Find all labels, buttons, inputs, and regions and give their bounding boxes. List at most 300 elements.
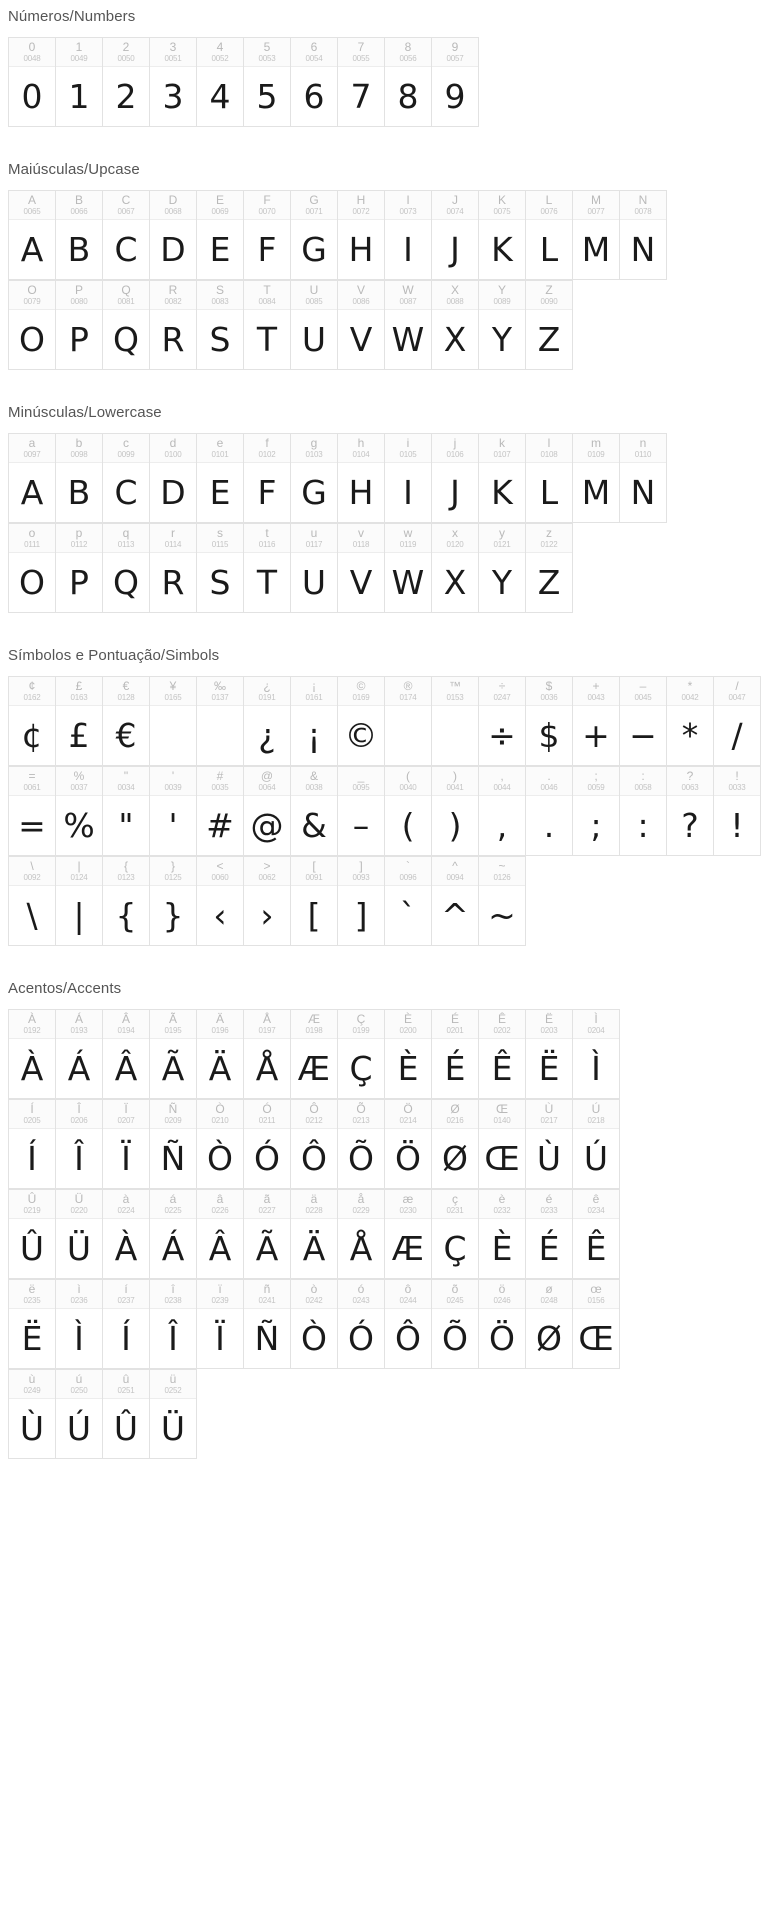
glyph-cell[interactable] (573, 433, 620, 523)
glyph-char-label: Ö (403, 1101, 413, 1116)
glyph-cell-header (9, 524, 55, 553)
glyph-cell[interactable] (9, 1189, 56, 1279)
glyph-code-label: 0094 (446, 872, 464, 882)
glyph-cell[interactable] (244, 523, 291, 613)
glyph-cell[interactable] (385, 1189, 432, 1279)
glyph-cell[interactable] (432, 190, 479, 280)
glyph-cell[interactable] (526, 190, 573, 280)
glyph-cell[interactable] (244, 1009, 291, 1099)
glyph-cell[interactable] (56, 856, 103, 946)
glyph-char-label: Ä (215, 1011, 224, 1026)
glyph-char-label: 1 (75, 39, 83, 54)
glyph-cell-header (9, 281, 55, 310)
glyph-cell[interactable] (150, 856, 197, 946)
glyph-row (8, 676, 761, 766)
glyph-cell-header (620, 677, 666, 706)
glyph-cell-header (197, 677, 243, 706)
glyph-cell-header (432, 857, 478, 886)
glyph-cell[interactable] (56, 1369, 103, 1459)
glyph-cell[interactable] (244, 1279, 291, 1369)
glyph-cell[interactable] (385, 190, 432, 280)
glyph-preview: 7 (350, 77, 372, 116)
glyph-preview: Ó (348, 1319, 374, 1358)
glyph-preview (385, 706, 431, 765)
glyph-cell[interactable] (338, 1279, 385, 1369)
glyph-cell[interactable] (432, 1099, 479, 1189)
glyph-cell[interactable] (432, 676, 479, 766)
glyph-cell[interactable] (197, 280, 244, 370)
glyph-cell[interactable] (56, 37, 103, 127)
glyph-cell[interactable] (667, 766, 714, 856)
glyph-code-label: 0169 (352, 692, 370, 702)
glyph-cell[interactable] (573, 1099, 620, 1189)
glyph-cell[interactable] (291, 1099, 338, 1189)
glyph-code-label: 0043 (587, 692, 605, 702)
glyph-cell[interactable] (9, 1099, 56, 1189)
glyph-cell[interactable] (56, 1279, 103, 1369)
glyph-cell[interactable] (338, 523, 385, 613)
glyph-char-label: " (123, 768, 129, 783)
glyph-code-label: 0037 (70, 782, 88, 792)
glyph-cell[interactable] (103, 856, 150, 946)
glyph-char-label: K (497, 192, 506, 207)
glyph-cell[interactable] (56, 433, 103, 523)
glyph-cell[interactable] (573, 1279, 620, 1369)
glyph-cell[interactable] (338, 190, 385, 280)
glyph-preview: ‹ (213, 896, 227, 935)
glyph-cell[interactable] (479, 1099, 526, 1189)
glyph-cell[interactable] (197, 1189, 244, 1279)
glyph-preview: − (629, 716, 657, 755)
glyph-code-label: 0206 (70, 1115, 88, 1125)
glyph-preview: À (20, 1049, 44, 1088)
glyph-cell[interactable] (479, 856, 526, 946)
glyph-char-label: á (169, 1191, 177, 1206)
glyph-cell[interactable] (150, 433, 197, 523)
glyph-code-label: 0202 (493, 1025, 511, 1035)
glyph-preview: Ò (301, 1319, 327, 1358)
glyph-cell[interactable] (432, 1009, 479, 1099)
glyph-cell[interactable] (338, 1189, 385, 1279)
glyph-preview: $ (538, 716, 560, 755)
glyph-char-label: ! (735, 768, 739, 783)
glyph-cell[interactable] (103, 676, 150, 766)
glyph-char-label: # (216, 768, 224, 783)
glyph-cell[interactable] (9, 523, 56, 613)
glyph-cell[interactable] (291, 190, 338, 280)
glyph-cell[interactable] (197, 856, 244, 946)
glyph-cell-header (385, 191, 431, 220)
glyph-cell[interactable] (526, 280, 573, 370)
glyph-cell[interactable] (197, 676, 244, 766)
glyph-row (8, 37, 479, 127)
glyph-rows (0, 37, 730, 127)
glyph-cell-header (56, 1190, 102, 1219)
glyph-cell[interactable] (150, 766, 197, 856)
glyph-cell[interactable] (479, 1009, 526, 1099)
glyph-cell-header (197, 281, 243, 310)
glyph-char-label: ) (453, 768, 457, 783)
glyph-cell[interactable] (197, 523, 244, 613)
glyph-cell[interactable] (714, 766, 761, 856)
glyph-cell[interactable] (103, 1189, 150, 1279)
glyph-cell[interactable] (432, 1189, 479, 1279)
glyph-cell[interactable] (56, 523, 103, 613)
glyph-preview: ' (168, 806, 178, 845)
glyph-cell[interactable] (432, 280, 479, 370)
glyph-cell[interactable] (103, 1099, 150, 1189)
glyph-preview: Õ (348, 1139, 374, 1178)
glyph-cell[interactable] (291, 676, 338, 766)
glyph-preview: 4 (209, 77, 231, 116)
glyph-cell[interactable] (526, 1009, 573, 1099)
glyph-preview: J (450, 473, 460, 512)
glyph-cell[interactable] (9, 37, 56, 127)
glyph-cell[interactable] (526, 523, 573, 613)
glyph-char-label: ø (545, 1281, 553, 1296)
glyph-cell[interactable] (385, 433, 432, 523)
glyph-cell[interactable] (103, 1369, 150, 1459)
glyph-cell-header (526, 191, 572, 220)
glyph-char-label: u (310, 525, 318, 540)
glyph-char-label: Y (497, 282, 506, 297)
glyph-code-label: 0228 (305, 1205, 323, 1215)
glyph-code-label: 0038 (305, 782, 323, 792)
glyph-cell[interactable] (573, 1009, 620, 1099)
glyph-cell[interactable] (244, 676, 291, 766)
glyph-preview: H (348, 473, 374, 512)
glyph-preview: C (114, 230, 138, 269)
glyph-cell[interactable] (150, 1189, 197, 1279)
glyph-cell[interactable] (573, 676, 620, 766)
glyph-cell[interactable] (150, 1099, 197, 1189)
glyph-char-label: Õ (356, 1101, 366, 1116)
glyph-char-label: Z (545, 282, 553, 297)
glyph-cell[interactable] (56, 1009, 103, 1099)
glyph-code-label: 0093 (352, 872, 370, 882)
glyph-cell[interactable] (56, 190, 103, 280)
glyph-preview: % (63, 806, 95, 845)
glyph-char-label: l (547, 435, 551, 450)
glyph-cell[interactable] (338, 1099, 385, 1189)
glyph-cell[interactable] (385, 280, 432, 370)
glyph-preview: T (256, 563, 278, 602)
glyph-preview: 5 (256, 77, 278, 116)
glyph-cell-header (432, 1010, 478, 1039)
glyph-cell[interactable] (573, 766, 620, 856)
glyph-cell[interactable] (103, 190, 150, 280)
glyph-cell[interactable] (385, 1009, 432, 1099)
glyph-cell[interactable] (56, 1099, 103, 1189)
glyph-code-label: 0211 (258, 1115, 276, 1125)
glyph-cell[interactable] (479, 433, 526, 523)
glyph-cell[interactable] (479, 523, 526, 613)
glyph-preview: Õ (442, 1319, 468, 1358)
glyph-cell[interactable] (9, 676, 56, 766)
glyph-cell-header (479, 1010, 525, 1039)
glyph-cell[interactable] (432, 37, 479, 127)
glyph-cell[interactable] (56, 280, 103, 370)
glyph-code-label: 0229 (352, 1205, 370, 1215)
glyph-cell[interactable] (338, 856, 385, 946)
glyph-cell-header (150, 191, 196, 220)
glyph-cell-header (620, 434, 666, 463)
glyph-char-label: Ø (450, 1101, 460, 1116)
glyph-cell[interactable] (197, 1009, 244, 1099)
glyph-cell[interactable] (479, 280, 526, 370)
glyph-cell-header (103, 677, 149, 706)
glyph-cell[interactable] (385, 766, 432, 856)
glyph-preview: W (391, 563, 425, 602)
glyph-char-label: D (168, 192, 178, 207)
glyph-code-label: 0067 (117, 206, 135, 216)
glyph-cell[interactable] (479, 190, 526, 280)
glyph-char-label: i (406, 435, 410, 450)
glyph-preview: 8 (397, 77, 419, 116)
glyph-cell[interactable] (385, 856, 432, 946)
glyph-cell-header (714, 677, 760, 706)
glyph-cell[interactable] (244, 190, 291, 280)
glyph-cell-header (244, 767, 290, 796)
glyph-preview: ¡ (307, 716, 321, 755)
glyph-code-label: 0153 (446, 692, 464, 702)
glyph-code-label: 0099 (117, 449, 135, 459)
glyph-preview: Á (161, 1229, 185, 1268)
glyph-cell[interactable] (338, 676, 385, 766)
glyph-code-label: 0238 (164, 1295, 182, 1305)
glyph-cell[interactable] (479, 766, 526, 856)
glyph-cell[interactable] (103, 433, 150, 523)
glyph-cell-header (385, 1280, 431, 1309)
glyph-preview: Ü (160, 1409, 186, 1448)
glyph-cell[interactable] (103, 37, 150, 127)
glyph-cell[interactable] (9, 280, 56, 370)
glyph-cell[interactable] (620, 190, 667, 280)
glyph-cell[interactable] (244, 1189, 291, 1279)
glyph-preview: B (67, 473, 91, 512)
glyph-code-label: 0252 (164, 1385, 182, 1395)
glyph-code-label: 0098 (70, 449, 88, 459)
glyph-cell[interactable] (150, 280, 197, 370)
glyph-preview: I (403, 473, 413, 512)
glyph-cell[interactable] (56, 676, 103, 766)
glyph-cell[interactable] (338, 280, 385, 370)
glyph-cell[interactable] (432, 523, 479, 613)
glyph-cell[interactable] (526, 433, 573, 523)
glyph-cell[interactable] (150, 1009, 197, 1099)
glyph-code-label: 0089 (493, 296, 511, 306)
glyph-cell[interactable] (244, 280, 291, 370)
glyph-cell[interactable] (150, 676, 197, 766)
glyph-cell[interactable] (244, 37, 291, 127)
glyph-code-label: 0123 (117, 872, 135, 882)
glyph-cell[interactable] (714, 676, 761, 766)
glyph-cell[interactable] (9, 190, 56, 280)
glyph-cell[interactable] (385, 37, 432, 127)
glyph-cell[interactable] (197, 1099, 244, 1189)
glyph-code-label: 0203 (540, 1025, 558, 1035)
glyph-cell[interactable] (620, 676, 667, 766)
glyph-cell[interactable] (103, 280, 150, 370)
glyph-preview: Ø (442, 1139, 468, 1178)
glyph-cell[interactable] (338, 1009, 385, 1099)
glyph-cell[interactable] (432, 766, 479, 856)
glyph-preview: K (491, 230, 513, 269)
glyph-cell[interactable] (291, 1009, 338, 1099)
glyph-char-label: Ï (124, 1101, 128, 1116)
glyph-cell[interactable] (291, 37, 338, 127)
glyph-cell[interactable] (526, 766, 573, 856)
glyph-cell[interactable] (9, 1009, 56, 1099)
glyph-cell[interactable] (291, 523, 338, 613)
glyph-preview: Ö (395, 1139, 421, 1178)
glyph-cell[interactable] (620, 433, 667, 523)
glyph-cell[interactable] (56, 766, 103, 856)
glyph-preview: É (444, 1049, 466, 1088)
glyph-cell[interactable] (291, 433, 338, 523)
glyph-cell[interactable] (479, 1189, 526, 1279)
section-title: Números/Numbers (8, 8, 136, 25)
glyph-cell[interactable] (197, 1279, 244, 1369)
glyph-cell-header (338, 281, 384, 310)
glyph-cell[interactable] (244, 433, 291, 523)
glyph-cell[interactable] (573, 190, 620, 280)
glyph-cell[interactable] (291, 1189, 338, 1279)
glyph-cell[interactable] (385, 1099, 432, 1189)
glyph-cell[interactable] (526, 1099, 573, 1189)
glyph-code-label: 0243 (352, 1295, 370, 1305)
glyph-cell-header (150, 857, 196, 886)
glyph-char-label: I (406, 192, 410, 207)
glyph-cell-header (338, 38, 384, 67)
glyph-cell[interactable] (620, 766, 667, 856)
glyph-char-label: € (122, 678, 130, 693)
glyph-cell[interactable] (291, 856, 338, 946)
glyph-cell-header (291, 1010, 337, 1039)
glyph-cell[interactable] (385, 523, 432, 613)
glyph-preview: € (115, 716, 137, 755)
glyph-cell[interactable] (432, 433, 479, 523)
glyph-cell[interactable] (197, 190, 244, 280)
glyph-cell[interactable] (244, 766, 291, 856)
glyph-cell[interactable] (197, 433, 244, 523)
glyph-cell-header (573, 1010, 619, 1039)
glyph-cell[interactable] (526, 1279, 573, 1369)
glyph-cell[interactable] (385, 1279, 432, 1369)
glyph-preview: \ (26, 896, 38, 935)
glyph-preview: G (301, 230, 327, 269)
glyph-code-label: 0205 (23, 1115, 41, 1125)
glyph-cell[interactable] (150, 523, 197, 613)
glyph-cell[interactable] (150, 1279, 197, 1369)
glyph-preview: ] (354, 896, 368, 935)
glyph-cell-header (573, 1100, 619, 1129)
glyph-cell[interactable] (103, 1009, 150, 1099)
glyph-preview: Ü (66, 1229, 92, 1268)
glyph-cell[interactable] (291, 280, 338, 370)
glyph-cell[interactable] (9, 1369, 56, 1459)
glyph-cell[interactable] (197, 37, 244, 127)
glyph-cell[interactable] (338, 37, 385, 127)
glyph-cell[interactable] (526, 1189, 573, 1279)
glyph-preview: O (19, 563, 45, 602)
glyph-cell[interactable] (103, 523, 150, 613)
glyph-cell[interactable] (150, 37, 197, 127)
glyph-preview (197, 706, 243, 765)
glyph-char-label: æ (402, 1191, 414, 1206)
glyph-char-label: Û (27, 1191, 37, 1206)
glyph-cell-header (432, 767, 478, 796)
glyph-preview: V (349, 320, 373, 359)
glyph-preview: J (450, 230, 460, 269)
glyph-cell[interactable] (573, 1189, 620, 1279)
glyph-preview: Q (113, 320, 139, 359)
glyph-cell[interactable] (338, 766, 385, 856)
glyph-code-label: 0072 (352, 206, 370, 216)
glyph-code-label: 0092 (23, 872, 41, 882)
glyph-cell[interactable] (479, 676, 526, 766)
glyph-cell[interactable] (338, 433, 385, 523)
glyph-char-label: Â (121, 1011, 130, 1026)
glyph-code-label: 0124 (70, 872, 88, 882)
glyph-code-label: 0197 (258, 1025, 276, 1035)
glyph-preview: ^ (441, 896, 469, 935)
glyph-cell[interactable] (479, 1279, 526, 1369)
glyph-cell[interactable] (56, 1189, 103, 1279)
glyph-cell-header (479, 281, 525, 310)
glyph-cell-header (197, 857, 243, 886)
glyph-cell-header (338, 857, 384, 886)
glyph-cell[interactable] (244, 856, 291, 946)
glyph-code-label: 0248 (540, 1295, 558, 1305)
glyph-cell-header (103, 38, 149, 67)
glyph-cell[interactable] (150, 190, 197, 280)
glyph-cell[interactable] (103, 766, 150, 856)
glyph-char-label: ÷ (498, 678, 506, 693)
glyph-char-label: ¡ (312, 678, 316, 693)
glyph-code-label: 0083 (211, 296, 229, 306)
glyph-cell[interactable] (385, 676, 432, 766)
glyph-preview: Â (114, 1049, 138, 1088)
glyph-cell[interactable] (526, 676, 573, 766)
glyph-code-label: 0220 (70, 1205, 88, 1215)
glyph-row (8, 1009, 620, 1099)
glyph-code-label: 0042 (681, 692, 699, 702)
glyph-cell[interactable] (244, 1099, 291, 1189)
glyph-cell[interactable] (9, 766, 56, 856)
glyph-cell[interactable] (667, 676, 714, 766)
glyph-section-symbols (0, 639, 746, 946)
glyph-cell[interactable] (197, 766, 244, 856)
glyph-cell[interactable] (9, 1279, 56, 1369)
glyph-char-label: t (265, 525, 269, 540)
glyph-cell[interactable] (291, 1279, 338, 1369)
glyph-cell[interactable] (150, 1369, 197, 1459)
glyph-cell[interactable] (9, 856, 56, 946)
glyph-cell[interactable] (291, 766, 338, 856)
glyph-cell[interactable] (432, 1279, 479, 1369)
glyph-code-label: 0198 (305, 1025, 323, 1035)
glyph-char-label: 4 (216, 39, 224, 54)
glyph-char-label: v (358, 525, 364, 540)
glyph-cell-header (197, 1100, 243, 1129)
glyph-char-label: ô (404, 1281, 412, 1296)
glyph-preview: Ì (591, 1049, 601, 1088)
glyph-cell[interactable] (103, 1279, 150, 1369)
glyph-cell[interactable] (9, 433, 56, 523)
glyph-cell[interactable] (432, 856, 479, 946)
glyph-char-label: Á (74, 1011, 83, 1026)
